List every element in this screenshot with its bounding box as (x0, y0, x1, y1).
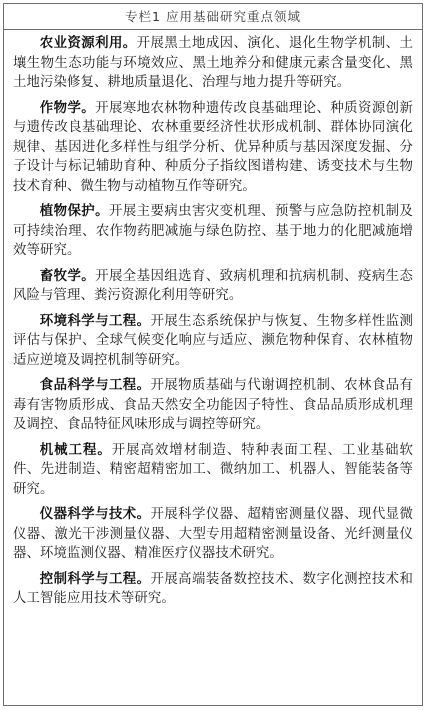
paragraph-plant-protection (13, 202, 413, 261)
feature-box (3, 3, 423, 706)
paragraph-text: 开展高效增材制造、特种表面工程、工业基础软件、先进制造、精密超精密加工、微纳加工、机器人、智能装备等研究。 (13, 442, 414, 497)
paragraph-instrument-science (13, 505, 413, 564)
paragraph-text: 开展高端装备数控技术、数字化测控技术和人工智能应用技术等研究。 (13, 571, 413, 606)
paragraph-term: 控制科学与工程。 (39, 571, 151, 587)
paragraph-agricultural-resources (13, 34, 413, 93)
paragraph-term: 作物学。 (39, 100, 96, 116)
paragraph-text: 开展物质基础与代谢调控机制、农林食品有毒有害物质形成、食品天然安全功能因子特性、食品品质形成机理及调控、食品特征风味形成与调控等研究。 (13, 378, 413, 432)
paragraph-animal-husbandry (13, 267, 413, 306)
paragraph-text: 开展黑土地成因、演化、退化生物学机制、土壤生物生态功能与环境效应、黑土地养分和健康元素含量变化、黑土地污染修复、耕地质量退化、治理与地力提升等研究。 (13, 36, 414, 90)
paragraph-control-science (13, 570, 413, 609)
paragraph-term: 仪器科学与技术。 (39, 507, 151, 522)
paragraph-text: 开展主要病虫害灾变机理、预警与应急防控机制及可持续治理、农作物药肥减施与绿色防控、基于地力的化肥减施增效等研究。 (13, 204, 414, 258)
paragraph-term: 畜牧学。 (39, 268, 96, 284)
paragraph-term: 农业资源利用。 (39, 36, 137, 51)
paragraph-crop-science (13, 99, 413, 197)
paragraph-text: 开展生态系统保护与恢复、生物多样性监测评估与保护、全球气候变化响应与适应、濒危物种保育、农林植物适应逆境及调控机制等研究。 (13, 313, 413, 368)
paragraph-text: 开展全基因组选育、致病机理和抗病机制、疫病生态风险与管理、粪污资源化利用等研究。 (13, 268, 413, 303)
paragraph-term: 植物保护。 (39, 204, 109, 219)
paragraph-environmental-science (13, 312, 413, 371)
paragraph-food-science (13, 376, 413, 435)
paragraph-text: 开展科学仪器、超精密测量仪器、现代显微仪器、激光干涉测量仪器、大型专用超精密测量设备、光纤测量仪器、环境监测仪器、精准医疗仪器技术研究。 (13, 507, 413, 561)
paragraph-term: 机械工程。 (39, 442, 112, 458)
box-content (4, 30, 422, 609)
paragraph-text: 开展寒地农林物种遗传改良基础理论、种质资源创新与遗传改良基础理论、农林重要经济性状形成机制、群体协同演化规律、基因进化多样性与组学分析、优异种质与基因深度发掘、分子设计与标记辅助育种、种质分子指纹图谱构建、诱变技术与生物技术育种、微生物与动植物互作等研究。 (13, 100, 413, 194)
box-title: 专栏1 应用基础研究重点领域 (4, 4, 422, 30)
paragraph-term: 环境科学与工程。 (39, 313, 151, 329)
paragraph-term: 食品科学与工程。 (39, 378, 151, 393)
paragraph-mechanical-engineering (13, 441, 413, 500)
